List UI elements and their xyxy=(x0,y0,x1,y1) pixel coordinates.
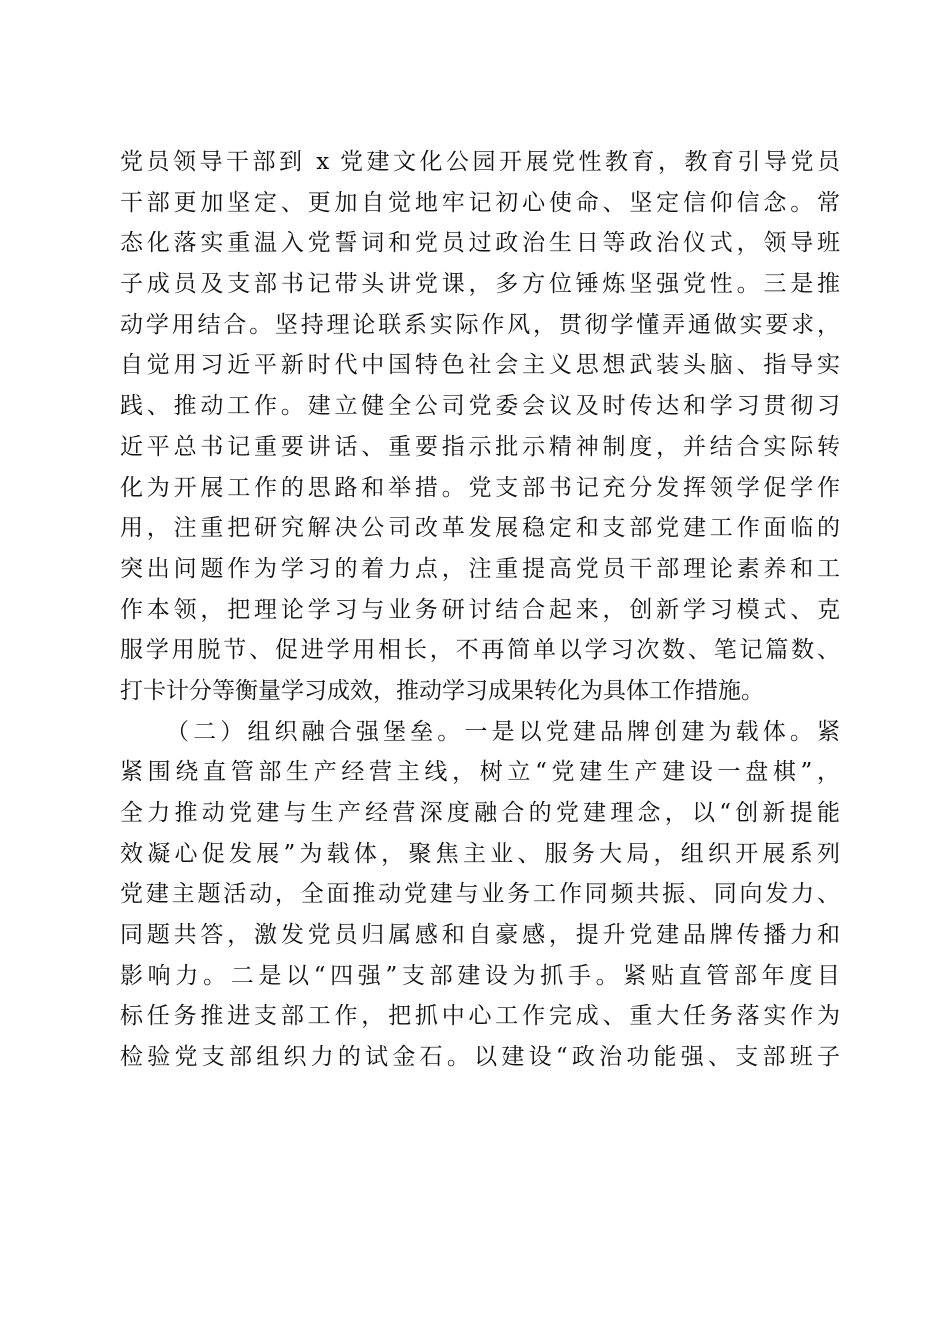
text-line: 作本领，把理论学习与业务研讨结合起来，创新学习模式、克 xyxy=(120,596,840,623)
text-line: 打卡计分等衡量学习成效，推动学习成果转化为具体工作措施。 xyxy=(120,677,764,704)
text-line: 自觉用习近平新时代中国特色社会主义思想武装头脑、指导实 xyxy=(120,352,840,379)
text-line: 子成员及支部书记带头讲党课，多方位锤炼坚强党性。三是推 xyxy=(120,271,840,298)
text-line: 紧围绕直管部生产经营主线，树立“党建生产建设一盘棋”， xyxy=(120,759,840,786)
text-line: 服学用脱节、促进学用相长，不再简单以学习次数、笔记篇数、 xyxy=(120,637,840,664)
text-line: 践、推动工作。建立健全公司党委会议及时传达和学习贯彻习 xyxy=(120,393,840,420)
text-line: 全力推动党建与生产经营深度融合的党建理念，以“创新提能 xyxy=(120,800,840,826)
text-line: 近平总书记重要讲话、重要指示批示精神制度，并结合实际转 xyxy=(120,433,840,460)
text-line: 化为开展工作的思路和举措。党支部书记充分发挥领学促学作 xyxy=(120,474,840,501)
section-heading-line: （二）组织融合强堡垒。一是以党建品牌创建为载体。紧 xyxy=(166,718,840,745)
text-line: 用，注重把研究解决公司改革发展稳定和支部党建工作面临的 xyxy=(120,515,840,542)
text-line: 标任务推进支部工作，把抓中心工作完成、重大任务落实作为 xyxy=(120,1003,840,1030)
text-line: 动学用结合。坚持理论联系实际作风，贯彻学懂弄通做实要求， xyxy=(120,311,840,338)
document-body xyxy=(120,142,840,1078)
text-line: 党员领导干部到 x 党建文化公园开展党性教育，教育引导党员 xyxy=(120,149,840,175)
text-line: 突出问题作为学习的着力点，注重提高党员干部理论素养和工 xyxy=(120,555,840,582)
text-line: 干部更加坚定、更加自觉地牢记初心使命、坚定信仰信念。常 xyxy=(120,189,840,216)
text-line: 态化落实重温入党誓词和党员过政治生日等政治仪式，领导班 xyxy=(120,230,840,257)
text-line: 影响力。二是以“四强”支部建设为抓手。紧贴直管部年度目 xyxy=(120,962,840,989)
text-line: 党建主题活动，全面推动党建与业务工作同频共振、同向发力、 xyxy=(120,881,840,908)
text-line: 效凝心促发展”为载体，聚焦主业、服务大局，组织开展系列 xyxy=(120,840,840,867)
text-line: 检验党支部组织力的试金石。以建设“政治功能强、支部班子 xyxy=(120,1044,840,1071)
text-line: 同题共答，激发党员归属感和自豪感，提升党建品牌传播力和 xyxy=(120,922,840,949)
